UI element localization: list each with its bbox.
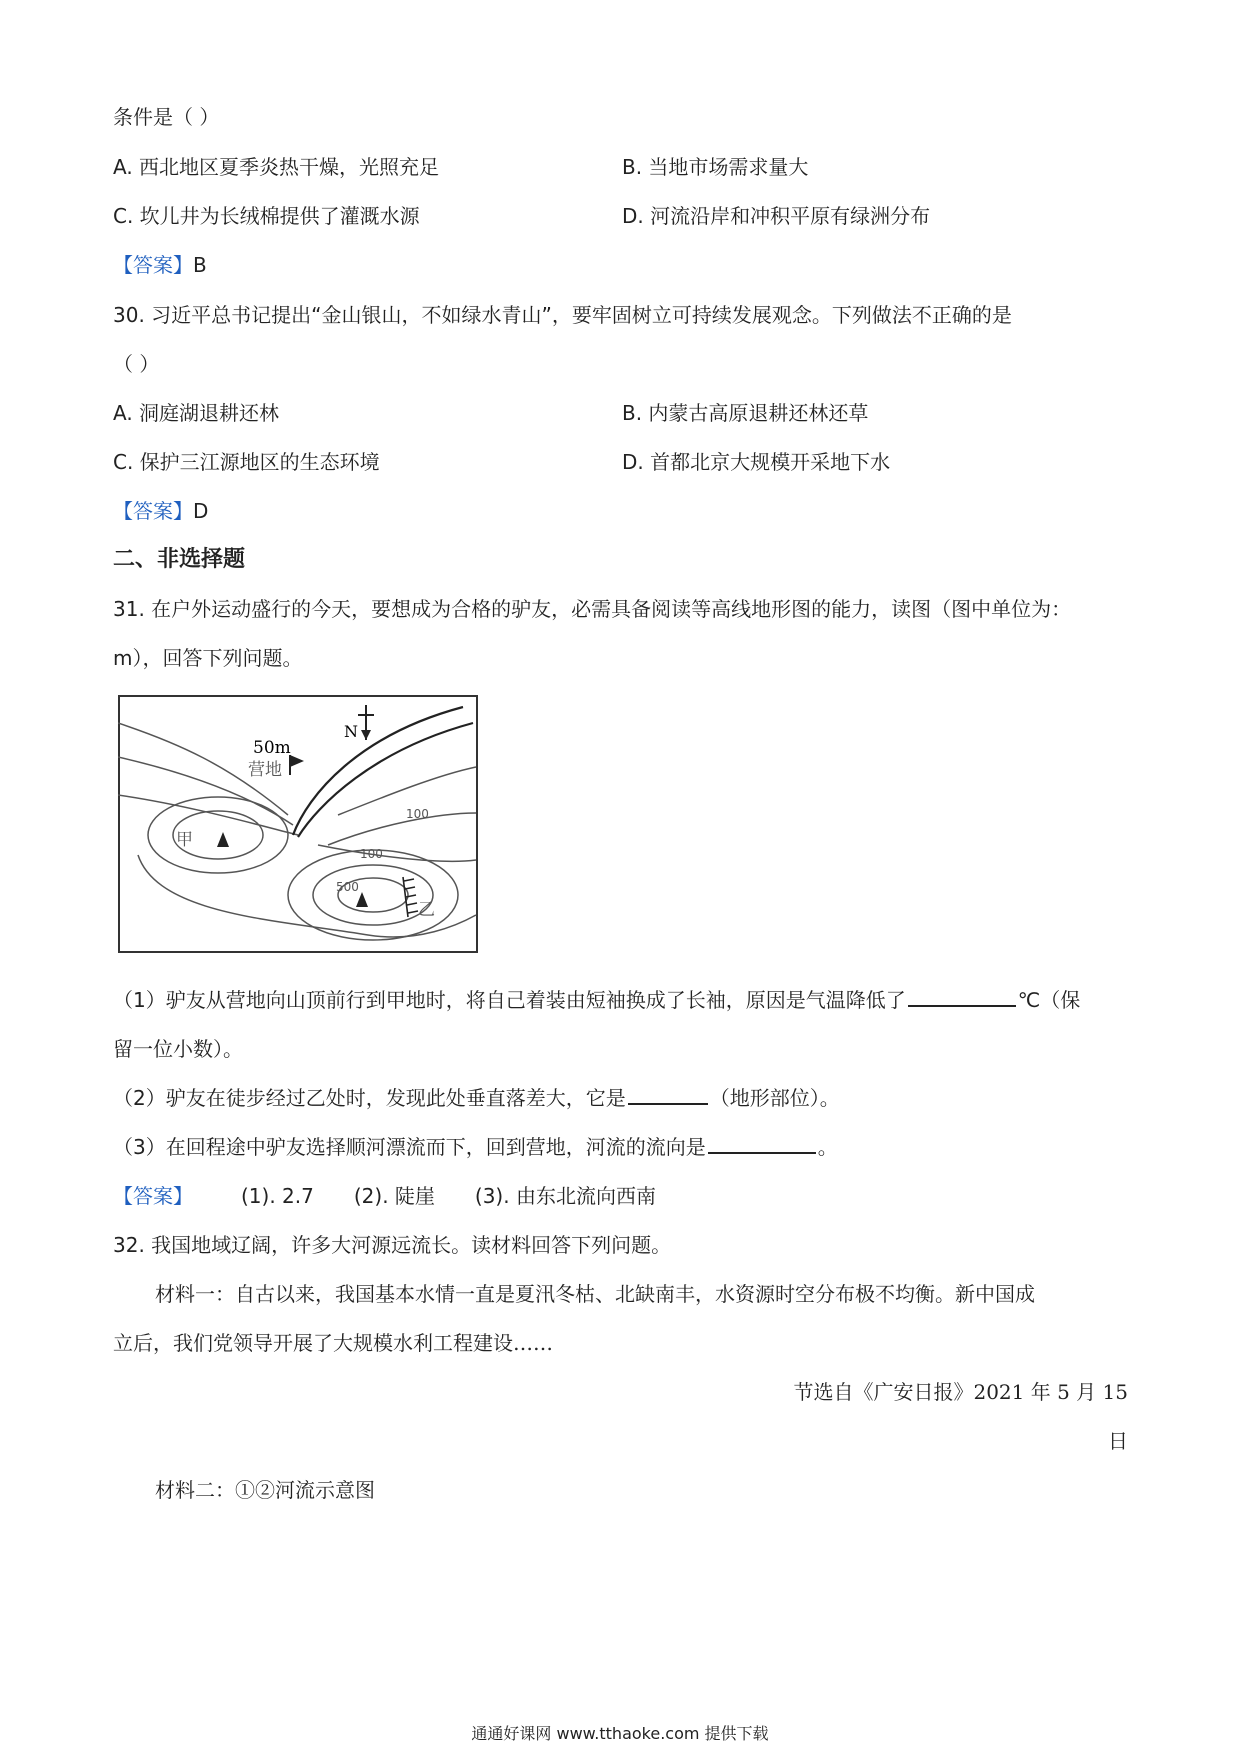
q29-option-c: C. 坎儿井为长绒棉提供了灌溉水源	[113, 204, 420, 228]
contour-label-100: 100	[406, 807, 429, 821]
sub3-text: （3）在回程途中驴友选择顺河漂流而下，回到营地，河流的流向是	[113, 1135, 706, 1159]
contour-label-100-b: 100	[360, 847, 383, 861]
q32-source-line2: 日	[1108, 1429, 1128, 1453]
point-yi-label: 乙	[418, 900, 435, 920]
answer-value: B	[193, 253, 207, 277]
q32-material1-line1: 材料一：自古以来，我国基本水情一直是夏汛冬枯、北缺南丰，水资源时空分布极不均衡。新中国成	[155, 1282, 1035, 1306]
q30-option-a: A. 洞庭湖退耕还林	[113, 401, 280, 425]
q29-option-d: D. 河流沿岸和冲积平原有绿洲分布	[622, 204, 931, 228]
sub1-unit: ℃（保	[1017, 988, 1081, 1012]
q31-stem-line2: m），回答下列问题。	[113, 646, 303, 670]
q30-stem-line2: （ ）	[113, 352, 160, 376]
camp-label: 营地	[248, 760, 282, 780]
q31-stem-line1: 31. 在户外运动盛行的今天，要想成为合格的驴友，必需具备阅读等高线地形图的能力，读图（图中单位为：	[113, 597, 1072, 621]
answer-tag: 【答案】	[113, 1184, 193, 1208]
q31-answer	[113, 1181, 656, 1211]
sub2-tail: （地形部位）。	[709, 1086, 840, 1110]
q32-material1-line2: 立后，我们党领导开展了大规模水利工程建设……	[113, 1331, 553, 1355]
q32-stem: 32. 我国地域辽阔，许多大河源远流长。读材料回答下列问题。	[113, 1233, 672, 1257]
q29-answer	[113, 250, 207, 280]
north-label: N	[344, 722, 358, 741]
contour-map-figure	[118, 695, 478, 953]
q32-source-line1: 节选自《广安日报》2021 年 5 月 15	[793, 1380, 1128, 1404]
sub1-text: （1）驴友从营地向山顶前行到甲地时，将自己着装由短袖换成了长袖，原因是气温降低了	[113, 988, 906, 1012]
page-footer: 通通好课网 www.tthaoke.com 提供下载	[471, 1724, 769, 1743]
answer-tag: 【答案】	[113, 499, 193, 523]
sub2-text: （2）驴友在徒步经过乙处时，发现此处垂直落差大，它是	[113, 1086, 626, 1110]
answer-blank[interactable]	[908, 985, 1016, 1007]
answer-tag: 【答案】	[113, 253, 193, 277]
q32-material2: 材料二：①②河流示意图	[155, 1478, 375, 1502]
answer-blank[interactable]	[708, 1132, 816, 1154]
q29-option-a: A. 西北地区夏季炎热干燥，光照充足	[113, 155, 440, 179]
contour-label-500: 500	[336, 880, 359, 894]
answer-blank[interactable]	[628, 1083, 708, 1105]
sub3-tail: 。	[817, 1135, 838, 1159]
answer-1: (1). 2.7	[241, 1184, 314, 1208]
q31-sub3	[113, 1132, 838, 1162]
q31-sub1-cont: 留一位小数）。	[113, 1037, 243, 1061]
answer-value: D	[193, 499, 209, 523]
q31-sub1	[113, 985, 1080, 1015]
q30-option-d: D. 首都北京大规模开采地下水	[622, 450, 891, 474]
point-jia-label: 甲	[176, 830, 193, 850]
q30-answer	[113, 496, 208, 526]
q30-option-b: B. 内蒙古高原退耕还林还草	[622, 401, 869, 425]
section-title: 二、非选择题	[113, 547, 246, 572]
q30-stem-line1: 30. 习近平总书记提出“金山银山，不如绿水青山”，要牢固树立可持续发展观念。下列做法不正确的是	[113, 303, 1012, 327]
q30-option-c: C. 保护三江源地区的生态环境	[113, 450, 380, 474]
q29-option-b: B. 当地市场需求量大	[622, 155, 809, 179]
answer-2: (2). 陡崖	[353, 1184, 435, 1208]
q29-stem-end: 条件是（ ）	[113, 105, 220, 129]
camp-elevation-label: 50m	[253, 738, 291, 758]
q31-sub2	[113, 1083, 840, 1113]
answer-3: (3). 由东北流向西南	[474, 1184, 656, 1208]
